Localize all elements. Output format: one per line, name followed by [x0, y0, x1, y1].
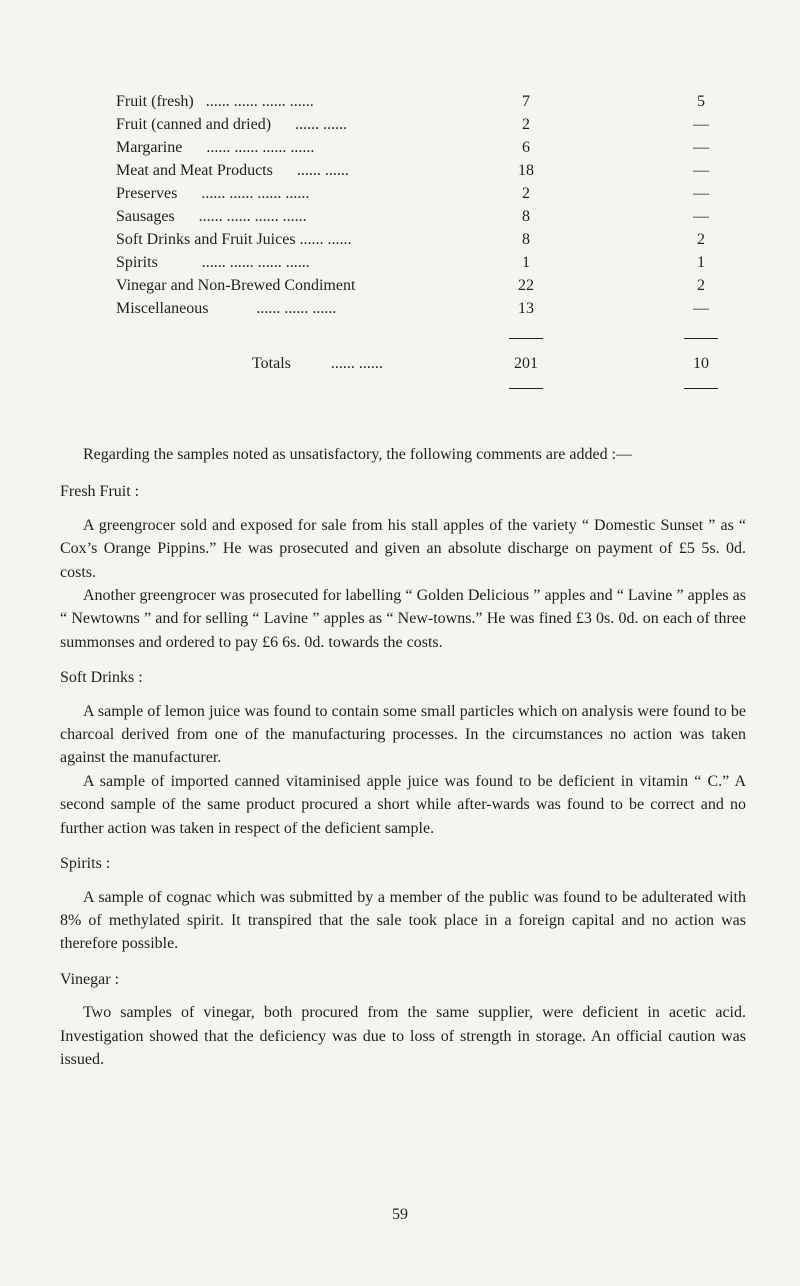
intro-paragraph: Regarding the samples noted as unsatisfactory, the following comments are added :—: [83, 446, 633, 463]
page-number: 59: [392, 1206, 408, 1223]
leader-dots: ...... ...... ...... ......: [205, 93, 314, 110]
table-row: [116, 182, 716, 205]
leader-dots: ...... ...... ......: [256, 300, 337, 317]
count-cell: 2: [522, 185, 530, 202]
total-rule: [684, 388, 718, 389]
unsatisfactory-cell: —: [693, 139, 709, 156]
count-cell: 13: [518, 300, 534, 317]
paragraph: A sample of lemon juice was found to contain some small particles which on analysis were found to be charcoal derived from one of the manufacturing processes. In the circumstances no action was taken against the manufacturer.: [60, 702, 746, 767]
row-label: Preserves: [116, 185, 178, 202]
totals-row: [116, 352, 716, 376]
section-heading: Vinegar :: [60, 970, 120, 988]
row-label: Vinegar and Non-Brewed Condiment: [116, 277, 356, 294]
totals-label: Totals: [252, 355, 291, 372]
row-label: Fruit (fresh): [116, 93, 194, 110]
table-row: [116, 136, 716, 159]
unsatisfactory-cell: —: [693, 116, 709, 133]
row-label: Sausages: [116, 208, 175, 225]
count-cell: 7: [522, 93, 530, 110]
table-row: [116, 228, 716, 251]
leader-dots: ...... ......: [330, 355, 383, 372]
unsatisfactory-cell: —: [693, 300, 709, 317]
count-cell: 6: [522, 139, 530, 156]
section-heading: Fresh Fruit :: [60, 483, 140, 501]
row-label: Meat and Meat Products: [116, 162, 273, 179]
paragraph: A sample of imported canned vitaminised apple juice was found to be deficient in vitamin “ C.” A second sample of the same product procured a short while after-wards was found to be correct and no further action was taken in respect of the deficient sample.: [60, 772, 746, 837]
total-unsatisfactory-cell: 10: [693, 355, 709, 372]
row-label: Margarine: [116, 139, 183, 156]
unsatisfactory-cell: 1: [697, 254, 705, 271]
row-label: Miscellaneous: [116, 300, 209, 317]
unsatisfactory-cell: 2: [697, 231, 705, 248]
leader-dots: ...... ......: [296, 162, 349, 179]
table-row: [116, 113, 716, 136]
unsatisfactory-cell: 2: [697, 277, 705, 294]
sum-rule: [684, 338, 718, 339]
total-rule: [509, 388, 543, 389]
count-cell: 22: [518, 277, 534, 294]
paragraph: A greengrocer sold and exposed for sale from his stall apples of the variety “ Domestic Sunset ” as “ Cox’s Orange Pippins.” He was prosecuted and given an absolute discharge on payment of £5 5s. 0d. costs.: [60, 516, 746, 581]
row-label: Spirits: [116, 254, 158, 271]
leader-dots: ...... ...... ...... ......: [206, 139, 315, 156]
total-count-cell: 201: [514, 355, 538, 372]
paragraph: Two samples of vinegar, both procured from the same supplier, were deficient in acetic acid. Investigation showed that the deficiency was due to loss of strength in storage. An official caution was issued.: [60, 1004, 746, 1068]
count-cell: 2: [522, 116, 530, 133]
table-row: [116, 274, 716, 297]
table-row: [116, 205, 716, 228]
count-cell: 8: [522, 208, 530, 225]
count-cell: 8: [522, 231, 530, 248]
table-row: [116, 90, 716, 113]
leader-dots: ...... ......: [299, 231, 352, 248]
paragraph: A sample of cognac which was submitted by a member of the public was found to be adulterated with 8% of methylated spirit. It transpired that the sale took place in a foreign capital and no action was therefore possible.: [60, 888, 746, 953]
paragraph: Another greengrocer was prosecuted for labelling “ Golden Delicious ” apples and “ Lavine ” apples as “ Newtowns ” and for selling “ Lavine ” apples as “ New-towns.” He was fined £3 0s. 0d. on each of three summonses and ordered to pay £6 6s. 0d. towards the costs.: [60, 587, 746, 651]
row-label: Soft Drinks and Fruit Juices: [116, 231, 296, 248]
table-row: [116, 297, 716, 320]
unsatisfactory-cell: —: [693, 185, 709, 202]
row-label: Fruit (canned and dried): [116, 116, 272, 133]
table-row: [116, 251, 716, 274]
unsatisfactory-cell: —: [693, 208, 709, 225]
leader-dots: ...... ...... ...... ......: [201, 185, 310, 202]
leader-dots: ...... ...... ...... ......: [201, 254, 310, 271]
unsatisfactory-cell: 5: [697, 93, 705, 110]
leader-dots: ...... ......: [295, 116, 348, 133]
unsatisfactory-cell: —: [693, 162, 709, 179]
table-row: [116, 159, 716, 182]
sum-rule: [509, 338, 543, 339]
count-cell: 18: [518, 162, 534, 179]
section-heading: Spirits :: [60, 855, 111, 873]
count-cell: 1: [522, 254, 530, 271]
section-heading: Soft Drinks :: [60, 669, 143, 687]
comments-body: [60, 443, 746, 1071]
leader-dots: ...... ...... ...... ......: [198, 208, 307, 225]
